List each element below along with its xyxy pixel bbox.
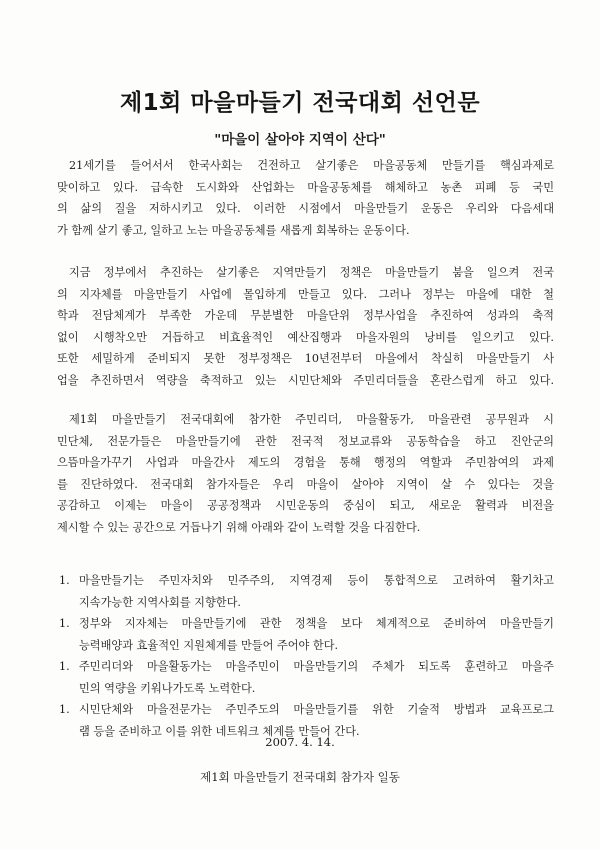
list-marker: 1. bbox=[59, 703, 70, 716]
paragraph-line: 또한 세밀하게 준비되지 못한 정부정책은 10년전부터 마을에서 착실히 마을만들기 사 bbox=[57, 352, 554, 365]
resolution-line: 램 등을 준비하고 이를 위한 네트워크 체계를 만들어 간다. bbox=[79, 724, 360, 738]
paragraph-2 bbox=[57, 262, 554, 391]
paragraph-line: 제시할 수 있는 공간으로 거듭나기 위해 아래와 같이 노력할 것을 다짐한다. bbox=[57, 520, 421, 534]
list-marker: 1. bbox=[59, 574, 70, 587]
document-subtitle: "마을이 살아야 지역이 산다" bbox=[214, 132, 386, 148]
resolution-line: 민의 역량을 키워나가도록 노력한다. bbox=[79, 681, 256, 695]
signatory-line: 제1회 마을만들기 전국대회 참가자 일동 bbox=[200, 770, 400, 784]
paragraph-line: 맞이하고 있다. 급속한 도시화와 산업화는 마을공동체를 해체하고 농촌 피폐 등 국민 bbox=[57, 180, 554, 194]
paragraph-line: 지금 정부에서 추진하는 살기좋은 지역만들기 정책은 마을만들기 붐을 일으켜 전국 bbox=[69, 266, 554, 279]
resolution-list bbox=[57, 570, 554, 742]
resolution-item bbox=[57, 613, 554, 656]
paragraph-line: 없이 시행착오만 거듭하고 비효율적인 예산집행과 마을자원의 낭비를 일으키고 있다. bbox=[57, 330, 554, 344]
paragraph-line: 의 삶의 질을 저하시키고 있다. 이러한 시점에서 마을만들기 운동은 우리와 다음세대 bbox=[57, 202, 554, 215]
declaration-date: 2007. 4. 14. bbox=[265, 735, 335, 749]
resolution-item bbox=[57, 656, 554, 699]
resolution-line: 지속가능한 지역사회를 지향한다. bbox=[79, 595, 241, 609]
resolution-line: 정부와 지자체는 마을만들기에 관한 정책을 보다 체계적으로 준비하여 마을만들기 bbox=[79, 617, 554, 630]
resolution-line: 마을만들기는 주민자치와 민주주의, 지역경제 등이 통합적으로 고려하여 활기차고 bbox=[79, 574, 554, 587]
list-marker: 1. bbox=[59, 617, 70, 630]
document-title: 제1회 마을마들기 전국대회 선언문 bbox=[119, 90, 481, 116]
paragraph-line: 업을 추진하면서 역량을 축적하고 있는 시민단체와 주민리더들을 혼란스럽게 하고 있다. bbox=[57, 373, 554, 387]
paragraph-line: 민단체, 전문가들은 마을만들기에 관한 전국적 정보교류와 공동학습을 하고 진안군의 bbox=[57, 434, 554, 448]
resolution-line: 주민리더와 마을활동가는 마을주민이 마을만들기의 주체가 되도록 훈련하고 마을주 bbox=[79, 660, 554, 673]
list-marker: 1. bbox=[59, 660, 70, 673]
resolution-item bbox=[57, 570, 554, 613]
paragraph-line: 공감하고 이제는 마을이 공공정책과 시민운동의 중심이 되고, 새로운 활력과 비전을 bbox=[57, 499, 554, 512]
resolution-line: 능력배양과 효율적인 지원체계를 만들어 주어야 한다. bbox=[79, 638, 339, 652]
resolution-line: 시민단체와 마을전문가는 주민주도의 마을만들기를 위한 기술적 방법과 교육프로그 bbox=[79, 703, 554, 716]
paragraph-line: 으뜸마을가꾸기 사업과 마을간사 제도의 경험을 통해 행정의 역할과 주민참여의 과제 bbox=[57, 456, 554, 469]
paragraph-line: 의 지자체를 마을만들기 사업에 몰입하게 만들고 있다. 그러나 정부는 마을에 대한 철 bbox=[57, 287, 554, 301]
paragraph-3 bbox=[57, 409, 554, 538]
paragraph-line: 학과 전담체계가 부족한 가운데 무분별한 마을단위 정부사업을 추진하여 성과의 축적 bbox=[57, 309, 554, 322]
paragraph-1 bbox=[57, 155, 554, 241]
paragraph-line: 제1회 마을만들기 전국대회에 참가한 주민리더, 마을활동가, 마을관련 공무원과 시 bbox=[69, 413, 554, 426]
paragraph-line: 21세기를 들어서서 한국사회는 건전하고 살기좋은 마을공동체 만들기를 핵심과제로 bbox=[69, 159, 554, 172]
paragraph-line: 를 진단하였다. 전국대회 참가자들은 우리 마을이 살아야 지역이 살 수 있다는 것을 bbox=[57, 477, 554, 491]
paragraph-line: 가 함께 살기 좋고, 일하고 노는 마을공동체를 새롭게 회복하는 운동이다. bbox=[57, 223, 410, 237]
